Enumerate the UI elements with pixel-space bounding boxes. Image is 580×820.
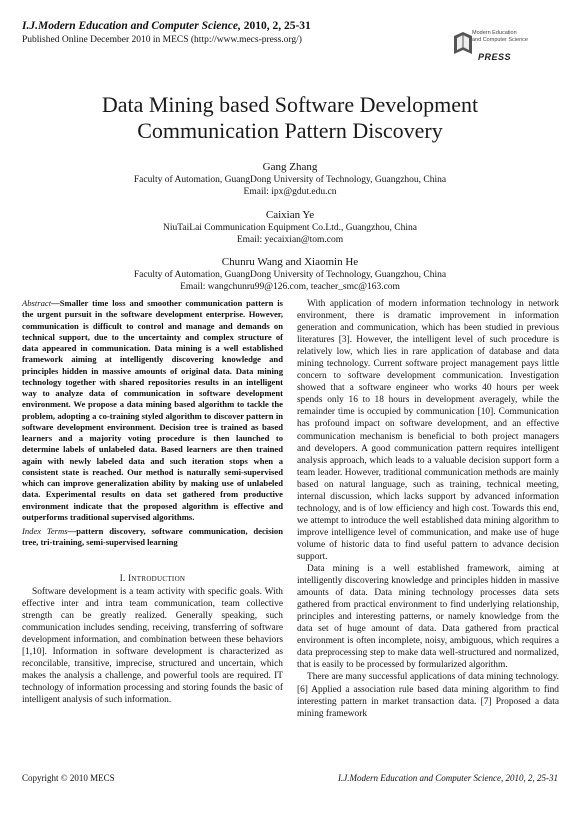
- index-terms-text: —pattern discovery, software communication, decision tree, tri-training, semi-supervised learning: [22, 526, 284, 548]
- author-name: Gang Zhang: [262, 161, 318, 173]
- journal-header: [22, 20, 311, 32]
- logo-line-1: Modern Education: [472, 30, 517, 36]
- author-email: Email: wangchunru99@126.com, teacher_smc@163.com: [180, 282, 400, 292]
- mecs-press-logo: [452, 26, 562, 76]
- author-name: Chunru Wang and Xiaomin He: [221, 256, 359, 268]
- logo-press-text: PRESS: [478, 52, 512, 62]
- section-title-rest: NTRODUCTION: [131, 575, 186, 583]
- body-paragraph: Software development is a team activity with specific goals. With effective inter and intra team communication, team collective strength can be greatly realized. Generally speaking, such communication includes sending, receiving, transferring of software development information, and combination between these behaviors [1,10]. Information in software development is characterized as reconcilable, transitive, imprecise, structured and uncertain, which makes the analysis a challenge, and powerful tools are required. IT technology of information processing and storing founds the basic of intelligent analysis of such information.: [22, 587, 283, 706]
- index-terms-label: Index Terms: [22, 526, 68, 536]
- body-paragraph: Data mining is a well established framework, aiming at intelligently discovering knowledge and principles hidden in massive amounts of data. Data mining technology processes data sets gathered from practical environment to find underlying relationship, principles and interesting patterns, or namely knowledge from the data set of huge amount of data. Data gathered from practical environment is often incomplete, noisy, ambiguous, which requires a data preprocessing step to make data well-structured and normalized, that is easily to be processed by formularized algorithm.: [297, 564, 559, 671]
- journal-issue: 2010, 2, 25-31: [240, 20, 311, 32]
- footer-copyright: Copyright © 2010 MECS: [22, 773, 115, 783]
- abstract: [22, 298, 283, 523]
- logo-book-icon: [452, 30, 474, 56]
- footer-journal: I.J.Modern Education and Computer Science, 2010, 2, 25-31: [338, 773, 558, 783]
- author-affiliation: Faculty of Automation, GuangDong University of Technology, Guangzhou, China: [133, 175, 447, 185]
- title-line-2: Communication Pattern Discovery: [137, 118, 443, 143]
- author-email: Email: yecaixian@tom.com: [236, 235, 344, 245]
- abstract-text: —Smaller time loss and smoother communication pattern is the urgent pursuit in the software development enterprise. However, communication is difficult to control and manage and demands on technical support, due to the uncertainty and complex structure of data appeared in communication. Data mining is a well established framework aiming at intelligently discovering knowledge and principles hidden in massive amounts of original data. Data mining technology together with shared repositories results in an intelligent way to analyze data of communication in software development environment. We propose a data mining based algorithm to tackle the problem, adopting a co-training styled algorithm to discover pattern in software development environment. Decision tree is trained as based learners and a majority voting procedure is then launched to determine labels of unlabeled data. Based learners are then trained again with newly labeled data and such iteration stops when a consistent state is reached. Our method is naturally semi-supervised which can improve generalization ability by making use of unlabeled data. Experimental results on data set gathered from productive environment indicate that the proposed algorithm is effective and outperforms traditional supervised algorithms.: [22, 298, 283, 522]
- author-block-1: [20, 160, 560, 198]
- paper-title: [40, 92, 540, 144]
- section-number: I.: [119, 573, 129, 583]
- logo-line-2: and Computer Science: [472, 36, 528, 43]
- author-affiliation: NiuTaiLai Communication Equipment Co.Ltd., Guangzhou, China: [163, 223, 417, 233]
- author-email: Email: ipx@gdut.edu.cn: [243, 187, 337, 197]
- author-name: Caixian Ye: [265, 209, 315, 221]
- author-block-3: [20, 255, 560, 293]
- journal-name: I.J.Modern Education and Computer Science,: [22, 20, 241, 32]
- logo-text: [472, 30, 528, 43]
- section-title-initial: I: [128, 573, 132, 583]
- abstract-label: Abstract: [22, 298, 52, 308]
- body-paragraph: There are many successful applications of data mining technology. [6] Applied a association rule based data mining algorithm to find interesting pattern in market transaction data. [7] Proposed a data mining framework: [297, 672, 559, 719]
- index-terms: [22, 526, 283, 549]
- author-affiliation: Faculty of Automation, GuangDong University of Technology, Guangzhou, China: [133, 270, 447, 280]
- left-column-body: [22, 586, 283, 706]
- title-line-1: Data Mining based Software Development: [101, 92, 479, 117]
- body-paragraph: With application of modern information technology in network environment, there is dramatic improvement in information generation and communication, which has been studied in previous literatures [3]. However, the intelligent level of such procedure is relatively low, which lies in rare application of database and data mining technology. Current software project management pays little concern to software development communication. Investigation showed that a software engineer who works 40 hours per week spends only 16 to 18 hours in development averagely, while the remainder time is occupied by communication [10]. Communication has profound impact on software development, and an effective communication mechanism is beneficial to both project managers and developers. A good communication pattern requires intelligent analysis approach, which leads to a valuable decision support form a team leader. However, traditional communication methods are mainly based on natural language, such as training, technical meeting, internal discussion, which lacks support by advanced information technology, and is of low efficiency and high cost. Towards this end, we attempt to introduce the well established data mining algorithm to improve intelligence level of communication, and make use of huge volume of historic data to find useful pattern to advance decision support.: [297, 299, 559, 562]
- author-block-2: [20, 208, 560, 246]
- section-heading: [22, 573, 283, 583]
- published-line: Published Online December 2010 in MECS (http://www.mecs-press.org/): [22, 35, 302, 45]
- right-column-body: [297, 298, 559, 720]
